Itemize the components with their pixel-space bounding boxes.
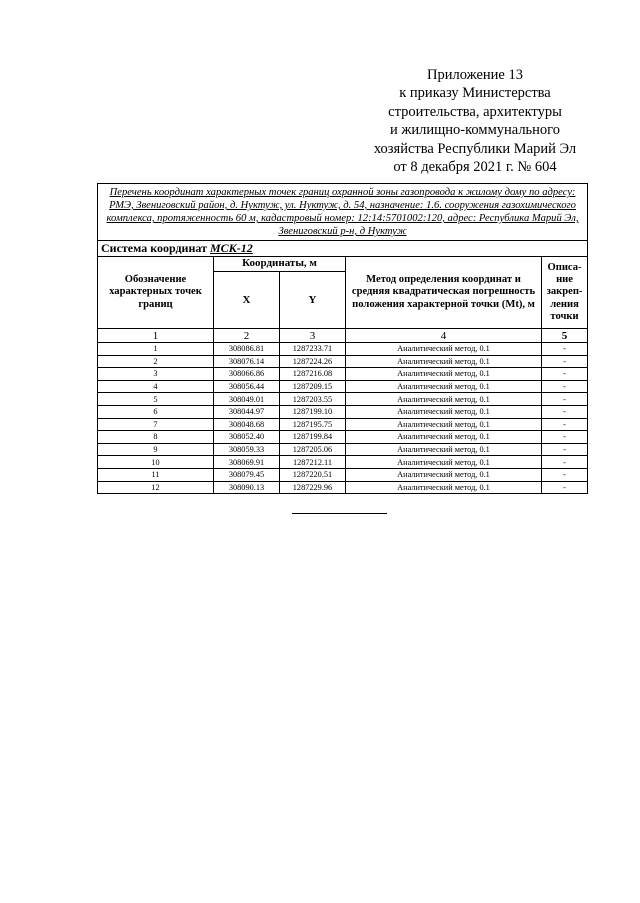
point-number-cell: 7 (98, 418, 214, 431)
document-header (360, 66, 590, 176)
description-cell: - (542, 368, 588, 381)
y-coordinate-cell: 1287220.51 (280, 468, 346, 481)
point-number-cell: 2 (98, 355, 214, 368)
y-coordinate-cell: 1287216.08 (280, 368, 346, 381)
header-coordinates: Координаты, м (214, 257, 346, 272)
table-row (98, 355, 588, 368)
x-coordinate-cell: 308066.86 (214, 368, 280, 381)
method-cell: Аналитический метод, 0.1 (346, 443, 542, 456)
method-cell: Аналитический метод, 0.1 (346, 380, 542, 393)
header-point: Обозначение характерных точек границ (98, 257, 214, 329)
description-cell: - (542, 468, 588, 481)
x-coordinate-cell: 308052.40 (214, 431, 280, 444)
y-coordinate-cell: 1287205.06 (280, 443, 346, 456)
point-number-cell: 5 (98, 393, 214, 406)
point-number-cell: 1 (98, 343, 214, 356)
point-number-cell: 11 (98, 468, 214, 481)
header-line: Приложение 13 (427, 67, 523, 83)
point-number-cell: 10 (98, 456, 214, 469)
column-number: 2 (214, 329, 280, 343)
method-cell: Аналитический метод, 0.1 (346, 456, 542, 469)
y-coordinate-cell: 1287224.26 (280, 355, 346, 368)
table-row (98, 431, 588, 444)
header-line: строительства, архитектуры (388, 103, 562, 120)
description-cell: - (542, 343, 588, 356)
header-y: Y (280, 272, 346, 329)
description-cell: - (542, 380, 588, 393)
column-number: 4 (346, 329, 542, 343)
x-coordinate-cell: 308079.45 (214, 468, 280, 481)
x-coordinate-cell: 308069.91 (214, 456, 280, 469)
method-cell: Аналитический метод, 0.1 (346, 355, 542, 368)
table-row (98, 343, 588, 356)
y-coordinate-cell: 1287199.10 (280, 405, 346, 418)
x-coordinate-cell: 308076.14 (214, 355, 280, 368)
method-cell: Аналитический метод, 0.1 (346, 343, 542, 356)
method-cell: Аналитический метод, 0.1 (346, 405, 542, 418)
header-line: от 8 декабря 2021 г. № 604 (393, 159, 557, 176)
description-cell: - (542, 431, 588, 444)
table-row (98, 368, 588, 381)
method-cell: Аналитический метод, 0.1 (346, 431, 542, 444)
description-cell: - (542, 418, 588, 431)
description-cell: - (542, 481, 588, 494)
table-row (98, 468, 588, 481)
column-number: 3 (280, 329, 346, 343)
table-row (98, 405, 588, 418)
table-row (98, 481, 588, 494)
x-coordinate-cell: 308059.33 (214, 443, 280, 456)
header-description: Описа-ние закреп-ления точки (542, 257, 588, 329)
coordinate-system-label: Система координат (101, 241, 210, 255)
method-cell: Аналитический метод, 0.1 (346, 368, 542, 381)
header-method: Метод определения координат и средняя квадратическая погрешность положения характерной точки (Mt), м (346, 257, 542, 329)
column-number: 5 (542, 329, 588, 343)
point-number-cell: 8 (98, 431, 214, 444)
header-line: и жилищно-коммунального (389, 122, 561, 139)
y-coordinate-cell: 1287195.75 (280, 418, 346, 431)
description-cell: - (542, 456, 588, 469)
coordinate-system-code: МСК-12 (209, 241, 253, 255)
table-row (98, 418, 588, 431)
point-number-cell: 6 (98, 405, 214, 418)
description-cell: - (542, 393, 588, 406)
column-number-row (98, 329, 588, 343)
method-cell: Аналитический метод, 0.1 (346, 468, 542, 481)
y-coordinate-cell: 1287199.84 (280, 431, 346, 444)
description-cell: - (542, 405, 588, 418)
point-number-cell: 12 (98, 481, 214, 494)
coordinates-table (97, 183, 588, 494)
description-cell: - (542, 443, 588, 456)
coordinate-system (98, 241, 588, 257)
x-coordinate-cell: 308048.68 (214, 418, 280, 431)
y-coordinate-cell: 1287203.55 (280, 393, 346, 406)
method-cell: Аналитический метод, 0.1 (346, 418, 542, 431)
point-number-cell: 3 (98, 368, 214, 381)
point-number-cell: 9 (98, 443, 214, 456)
table-row (98, 443, 588, 456)
point-number-cell: 4 (98, 380, 214, 393)
table-row (98, 380, 588, 393)
x-coordinate-cell: 308090.13 (214, 481, 280, 494)
description-cell: - (542, 355, 588, 368)
table-row (98, 393, 588, 406)
x-coordinate-cell: 308086.81 (214, 343, 280, 356)
header-line: хозяйства Республики Марий Эл (373, 140, 577, 157)
y-coordinate-cell: 1287212.11 (280, 456, 346, 469)
x-coordinate-cell: 308044.97 (214, 405, 280, 418)
x-coordinate-cell: 308056.44 (214, 380, 280, 393)
header-x: X (214, 272, 280, 329)
table-row (98, 456, 588, 469)
header-line: к приказу Министерства (399, 85, 551, 102)
y-coordinate-cell: 1287209.15 (280, 380, 346, 393)
x-coordinate-cell: 308049.01 (214, 393, 280, 406)
method-cell: Аналитический метод, 0.1 (346, 393, 542, 406)
y-coordinate-cell: 1287233.71 (280, 343, 346, 356)
method-cell: Аналитический метод, 0.1 (346, 481, 542, 494)
column-number: 1 (98, 329, 214, 343)
table-caption: Перечень координат характерных точек границ охранной зоны газопровода к жилому дому по адресу: РМЭ, Звениговский район, д. Нуктуж, ул. Нуктуж, д. 54, назначение: 1.6. сооружения газохимического комплекса, протяженность 60 м, кадастровый номер: 12:14:5701002:120, адрес: Республика Марий Эл, Звениговский р-н, д Нуктуж (98, 184, 588, 241)
y-coordinate-cell: 1287229.96 (280, 481, 346, 494)
closing-rule (292, 513, 387, 514)
